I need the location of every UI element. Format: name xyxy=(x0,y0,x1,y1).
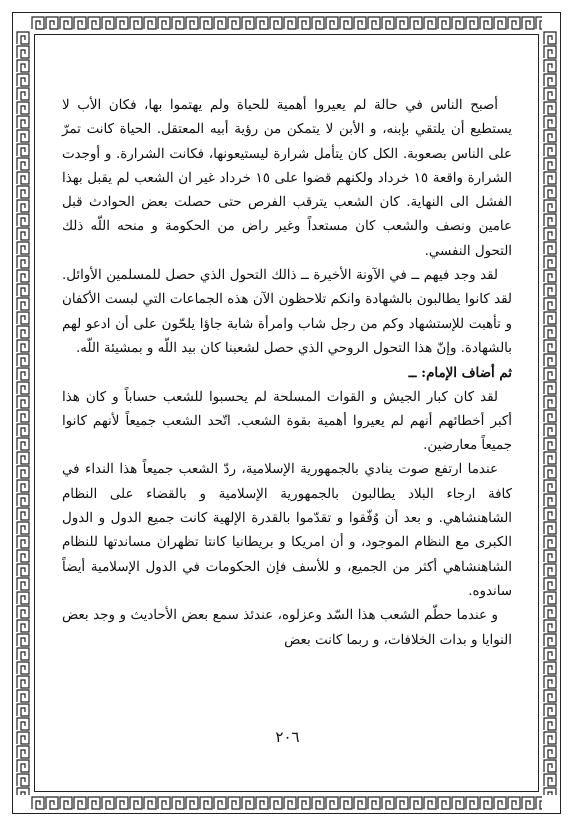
greek-key-border-top xyxy=(31,16,542,30)
page-number: ٢٠٦ xyxy=(275,728,300,746)
page-body xyxy=(62,94,512,653)
greek-key-border-left xyxy=(16,31,30,795)
paragraph: لقد كان كبار الجيش و القوات المسلحة لم يحسبوا للشعب حساباً و كان هذا أكبر أخطائهم أنهم لم يعيروا أهمية بقوة الشعب. اتّحد الشعب جميعاً لأنهم كانوا جميعاً معارضين. xyxy=(62,389,512,454)
paragraph: لقد وجد فيهم ــ في الآونة الأخيرة ــ ذالك التحول الذي حصل للمسلمين الأوائل. لقد كانوا يطالبون بالشهادة وانكم تلاحظون الآن هذه الجماعات التي لبست الأكفان و تأهبت للإستشهاد وكم من رجل شاب وامرأة شابة جاؤا يلحّون على أن ادعو لهم بالشهادة. وإنّ هذا التحول الروحي الذي حصل لشعبنا كان بيد اللّه و بمشيئة اللّه. xyxy=(62,268,512,356)
greek-key-border-right xyxy=(543,31,557,795)
greek-key-border-bottom xyxy=(31,796,542,810)
paragraph: عندما ارتفع صوت ينادي بالجمهورية الإسلامية، ردّ الشعب جميعاً هذا النداء في كافة ارجاء البلاد يطالبون بالجمهورية الإسلامية و بالقضاء على النظام الشاهنشاهي. و بعد أن وُفّقوا و تقدّموا بالقدرة الإلهية كانت جميع الدول و الدول الكبرى مع النظام الموجود، و أن امريكا و بريطانيا كانتا تظهران مساندتها للنظام الشاهنشاهي أكثر من الجميع، و للأسف فإن الحكومات في الدول الإسلامية أيضاً ساندوه. xyxy=(62,462,512,599)
paragraph: أصبح الناس في حالة لم يعيروا أهمية للحياة ولم يهتموا بها، فكان الأب لا يستطيع أن يلتقي بإبنه، و الأبن لا يتمكن من رؤية أبيه المعتقل. الحياة كانت تمرّ على الناس بصعوبة. الكل كان يتأمل شرارة ليستيعونها، فكانت الشرارة. و أوجدت الشرارة واقعة ١٥ خرداد ولكنهم قضوا على ١٥ خرداد غير ان الشعب لم يقبل بهذا الفشل الى النهاية. كان الشعب يترقب الفرص حتى حصلت بعض الحوادث قبل عامين ونصف والشعب كان مستعداً وغير راض من الحكومة و منحه اللّه ذلك التحول النفسي. xyxy=(62,98,512,259)
paragraph: و عندما حطّم الشعب هذا السّد وعزلوه، عندئذ سمع بعض الأحاديث و وجد بعض النوايا و بدات الخلافات، و ربما كانت بعض xyxy=(62,608,512,648)
section-heading: ثم أضاف الإمام: ــ xyxy=(408,365,512,382)
